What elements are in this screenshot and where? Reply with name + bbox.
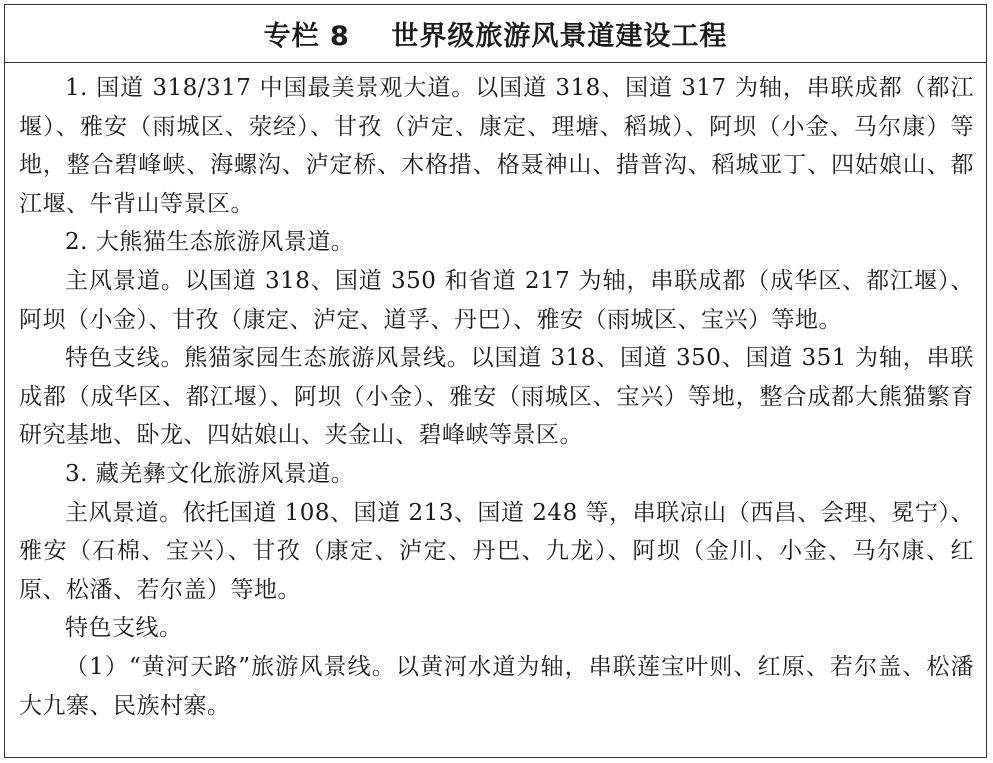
paragraph-culture-main-route: 主风景道。依托国道 108、国道 213、国道 248 等，串联凉山（西昌、会理、冕宁）、雅安（石棉、宝兴）、甘孜（康定、泸定、丹巴、九龙）、阿坝（金川、小金、马尔康、红原、松潘、若尔盖）等地。 (19, 499, 974, 603)
paragraph-route-318-317: 1. 国道 318/317 中国最美景观大道。以国道 318、国道 317 为轴，串联成都（都江堰）、雅安（雨城区、荥经）、甘孜（泸定、康定、理塘、稻城）、阿坝（小金、马尔康）等地，整合碧峰峡、海螺沟、泸定桥、木格措、格聂神山、措普沟、稻城亚丁、四姑娘山、都江堰、牛背山等景区。 (19, 75, 974, 217)
paragraph-panda-heading: 2. 大熊猫生态旅游风景道。 (65, 229, 355, 256)
paragraph-panda-main-route: 主风景道。以国道 318、国道 350 和省道 217 为轴，串联成都（成华区、都江堰）、阿坝（小金）、甘孜（康定、泸定、道孚、丹巴）、雅安（雨城区、宝兴）等地。 (19, 267, 974, 333)
paragraph-culture-heading: 3. 藏羌彝文化旅游风景道。 (65, 460, 355, 487)
column-box (4, 4, 987, 758)
column-content (5, 63, 986, 725)
paragraph-culture-branch-heading: 特色支线。 (65, 615, 183, 642)
column-title: 专栏 8 世界级旅游风景道建设工程 (263, 21, 728, 52)
paragraph-yellow-river-route: （1）“黄河天路”旅游风景线。以黄河水道为轴，串联莲宝叶则、红原、若尔盖、松潘大九寨、民族村寨。 (19, 653, 974, 719)
column-title-bar (5, 5, 986, 63)
paragraph-panda-branch: 特色支线。熊猫家园生态旅游风景线。以国道 318、国道 350、国道 351 为轴，串联成都（成华区、都江堰）、阿坝（小金）、雅安（雨城区、宝兴）等地，整合成都大熊猫繁育研究基地、卧龙、四姑娘山、夹金山、碧峰峡等景区。 (19, 345, 974, 449)
